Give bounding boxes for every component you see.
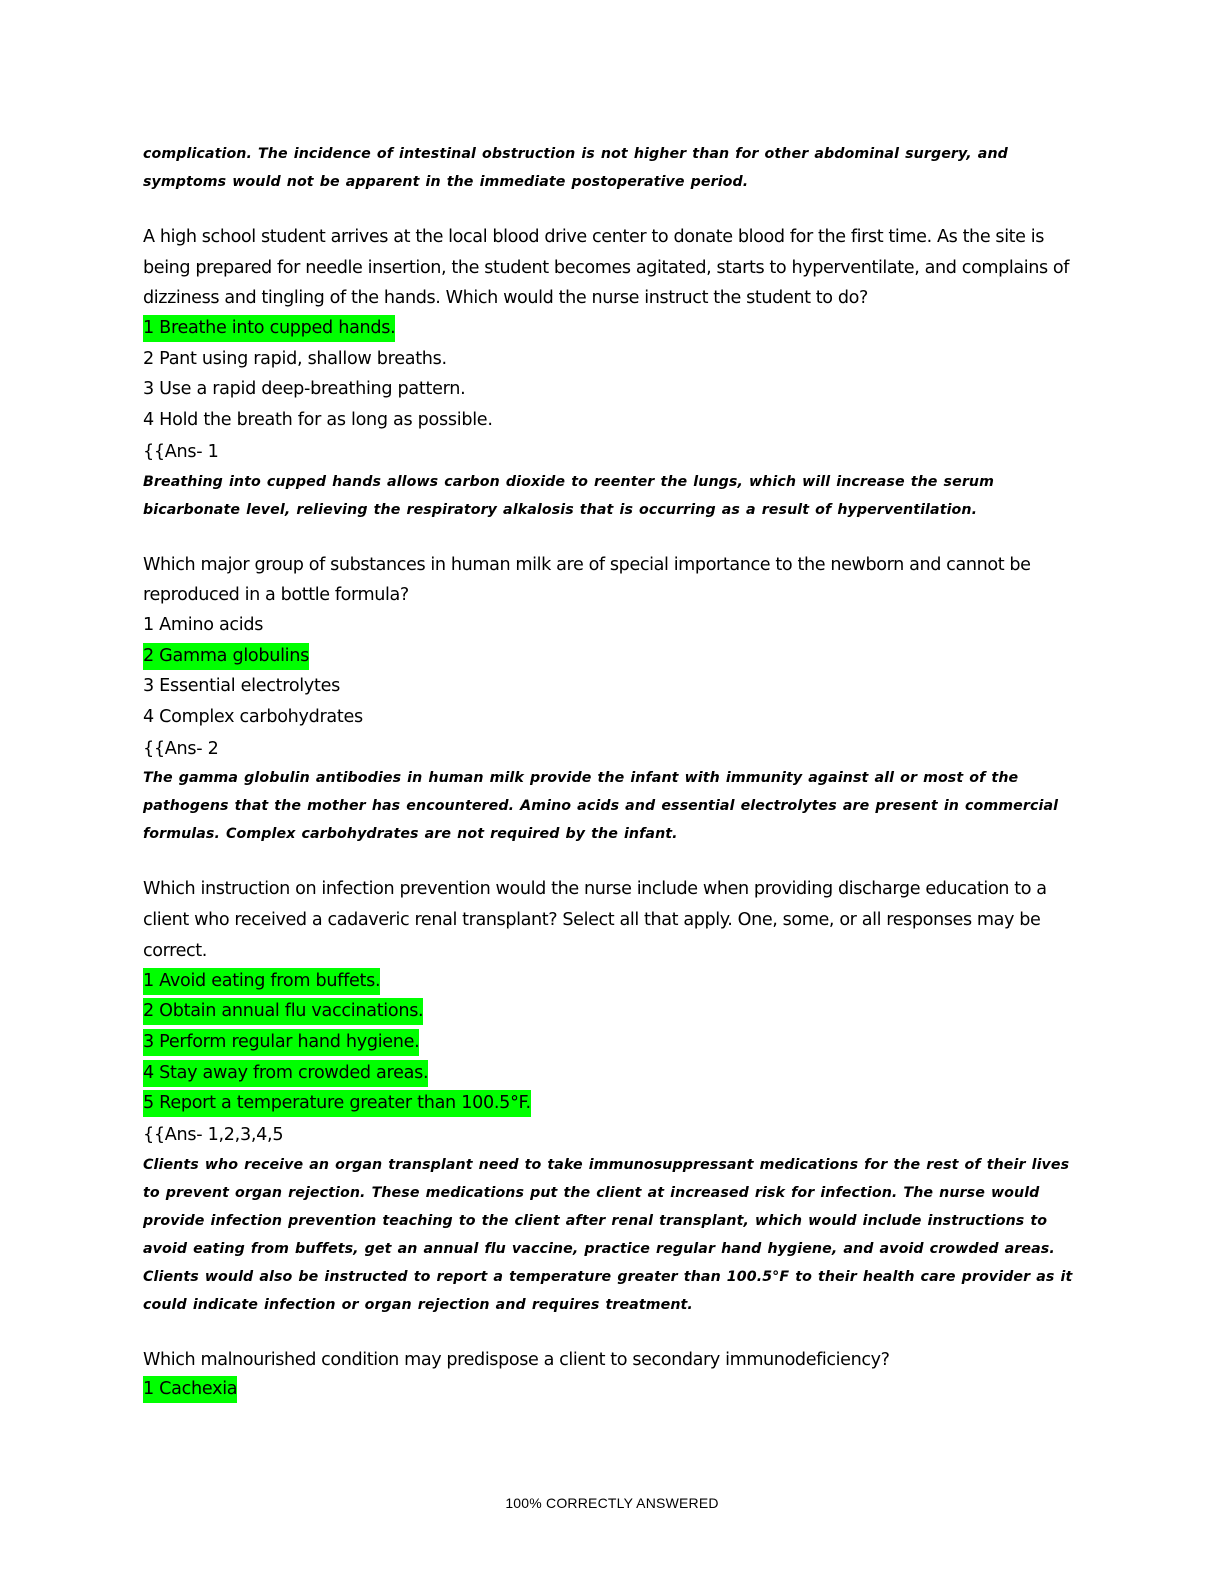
answer-option xyxy=(143,1089,1078,1120)
spacer xyxy=(143,1319,1078,1345)
question-block xyxy=(143,874,1078,1318)
option-text: 4 Hold the breath for as long as possible. xyxy=(143,410,493,431)
option-text-correct: 1 Cachexia xyxy=(143,1376,237,1403)
option-text-correct: 2 Gamma globulins xyxy=(143,643,309,670)
question-stem: A high school student arrives at the local blood drive center to donate blood for the first time. As the site is being prepared for needle insertion, the student becomes agitated, starts to hyperventilate, and complains of dizziness and tingling of the hands. Which would the nurse instruct the student to do? xyxy=(143,227,1070,309)
answer-option xyxy=(143,642,1078,673)
question-stem: Which major group of substances in human milk are of special importance to the newborn and cannot be reproduced in a bottle formula? xyxy=(143,554,1031,606)
question-block xyxy=(143,550,1078,849)
answer-option xyxy=(143,1028,1078,1059)
answer-option xyxy=(143,997,1078,1028)
answer-option xyxy=(143,1375,1078,1406)
option-text-correct: 5 Report a temperature greater than 100.5°F. xyxy=(143,1090,531,1117)
question-block xyxy=(143,222,1078,524)
option-text-correct: 1 Breathe into cupped hands. xyxy=(143,315,395,342)
answer-option xyxy=(143,703,1078,734)
document-page xyxy=(143,140,1078,1406)
page-footer: 100% CORRECTLY ANSWERED xyxy=(505,1495,719,1511)
option-text: 2 Pant using rapid, shallow breaths. xyxy=(143,348,447,369)
rationale-text: The gamma globulin antibodies in human milk provide the infant with immunity against all or most of the pathogens that the mother has encountered. Amino acids and essential electrolytes are present in commercial formulas. Complex carbohydrates are not required by the infant. xyxy=(143,770,1059,843)
answer-key: {{Ans- 2 xyxy=(143,738,219,759)
answer-option xyxy=(143,375,1078,406)
answer-key: {{Ans- 1,2,3,4,5 xyxy=(143,1124,284,1145)
rationale-text: Breathing into cupped hands allows carbon dioxide to reenter the lungs, which will increase the serum bicarbonate level, relieving the respiratory alkalosis that is occurring as a result of hyperventilation. xyxy=(143,473,994,518)
answer-option xyxy=(143,345,1078,376)
rationale-text: Clients who receive an organ transplant need to take immunosuppressant medications for the rest of their lives to prevent organ rejection. These medications put the client at increased risk for infection. The nurse would provide infection prevention teaching to the client after renal transplant, which would include instructions to avoid eating from buffets, get an annual flu vaccine, practice regular hand hygiene, and avoid crowded areas. Clients would also be instructed to report a temperature greater than 100.5°F to their health care provider as it could indicate infection or organ rejection and requires treatment. xyxy=(143,1156,1073,1313)
option-text-correct: 3 Perform regular hand hygiene. xyxy=(143,1029,419,1056)
option-text-correct: 2 Obtain annual flu vaccinations. xyxy=(143,998,423,1025)
option-text: 3 Essential electrolytes xyxy=(143,676,340,697)
question-stem: Which instruction on infection prevention would the nurse include when providing discharge education to a client who received a cadaveric renal transplant? Select all that apply. One, some, or all responses may be correct. xyxy=(143,879,1047,961)
answer-option xyxy=(143,406,1078,437)
question-block xyxy=(143,1345,1078,1406)
option-text-correct: 4 Stay away from crowded areas. xyxy=(143,1060,428,1087)
rationale-text: complication. The incidence of intestinal obstruction is not higher than for other abdominal surgery, and symptoms would not be apparent in the immediate postoperative period. xyxy=(143,146,1008,190)
answer-option xyxy=(143,314,1078,345)
option-text: 4 Complex carbohydrates xyxy=(143,707,363,728)
answer-option xyxy=(143,967,1078,998)
answer-option xyxy=(143,672,1078,703)
question-stem: Which malnourished condition may predispose a client to secondary immunodeficiency? xyxy=(143,1349,890,1370)
spacer xyxy=(143,524,1078,550)
option-text-correct: 1 Avoid eating from buffets. xyxy=(143,968,380,995)
option-text: 1 Amino acids xyxy=(143,614,264,635)
answer-option xyxy=(143,1059,1078,1090)
answer-key: {{Ans- 1 xyxy=(143,441,219,462)
option-text: 3 Use a rapid deep-breathing pattern. xyxy=(143,379,466,400)
answer-option xyxy=(143,611,1078,642)
spacer xyxy=(143,848,1078,874)
spacer xyxy=(143,196,1078,222)
